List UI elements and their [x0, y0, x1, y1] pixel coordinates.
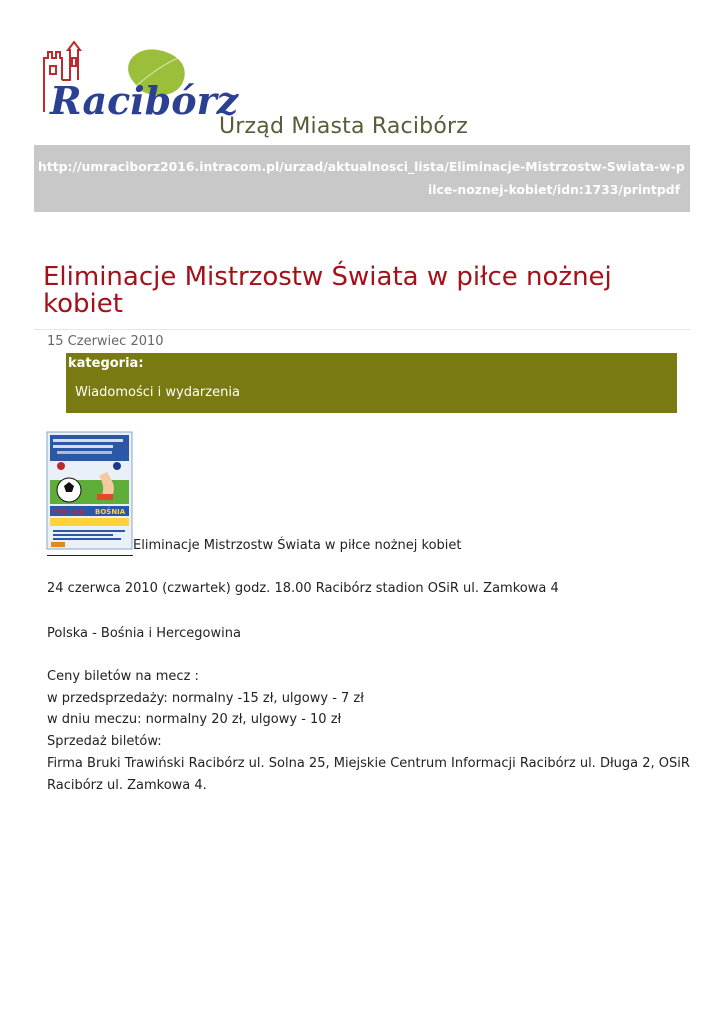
prices-heading: Ceny biletów na mecz :	[47, 669, 199, 684]
sales-locations-2: Racibórz ul. Zamkowa 4.	[47, 778, 207, 793]
category-label: kategoria:	[68, 356, 144, 371]
divider	[34, 329, 690, 330]
sales-heading: Sprzedaż biletów:	[47, 734, 162, 749]
article-title: Eliminacje Mistrzostw Świata w piłce nożnej kobiet	[43, 262, 612, 319]
url-line-1: http://umraciborz2016.intracom.pl/urzad/aktualnosci_lista/Eliminacje-Mistrzostw-Swiata-w-p	[38, 159, 685, 174]
category-value[interactable]: Wiadomości i wydarzenia	[75, 385, 240, 400]
url-line-2: ilce-noznej-kobiet/idn:1733/printpdf	[428, 182, 680, 197]
sales-locations-1: Firma Bruki Trawiński Racibórz ul. Solna 25, Miejskie Centrum Informacji Racibórz ul. Długa 2, OSiR	[47, 756, 690, 771]
match-teams: Polska - Bośnia i Hercegowina	[47, 626, 241, 641]
match-poster-image[interactable]	[47, 432, 132, 549]
site-title: Urząd Miasta Racibórz	[219, 114, 468, 139]
matchday-prices: w dniu meczu: normalny 20 zł, ulgowy - 10 zł	[47, 712, 342, 727]
image-caption: Eliminacje Mistrzostw Świata w piłce nożnej kobiet	[133, 538, 462, 553]
svg-text:POLSKA: POLSKA	[53, 508, 85, 516]
event-details: 24 czerwca 2010 (czwartek) godz. 18.00 Racibórz stadion OSiR ul. Zamkowa 4	[47, 581, 559, 596]
image-link-underline	[47, 555, 133, 556]
presale-prices: w przedsprzedaży: normalny -15 zł, ulgowy - 7 zł	[47, 691, 364, 706]
article-date: 15 Czerwiec 2010	[47, 334, 164, 349]
svg-text:BOŚNIA: BOŚNIA	[95, 508, 126, 516]
url-bar	[34, 145, 690, 212]
logo-wordmark: Racibórz	[50, 78, 239, 123]
category-box	[66, 353, 677, 413]
raciborz-logo	[40, 40, 239, 126]
